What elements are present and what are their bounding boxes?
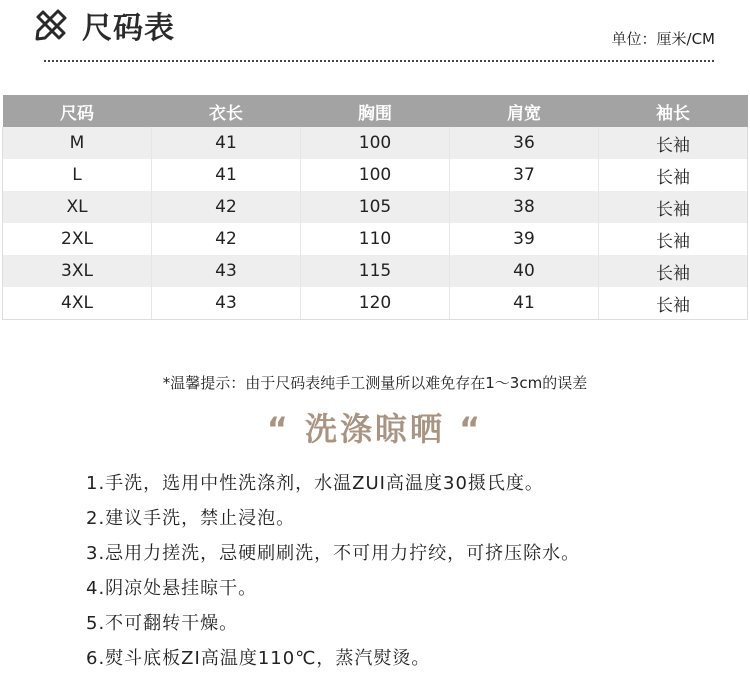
- table-cell: 43: [152, 287, 301, 320]
- table-cell: 42: [152, 223, 301, 255]
- table-cell: 长袖: [599, 255, 748, 287]
- table-cell: 2XL: [3, 223, 152, 255]
- table-cell: M: [3, 127, 152, 159]
- table-cell: 37: [450, 159, 599, 191]
- table-row: [3, 223, 748, 255]
- list-item: 1.手洗，选用中性洗涤剂，水温ZUI高温度30摄氏度。: [86, 473, 544, 494]
- column-header: 袖长: [599, 95, 748, 127]
- table-row: [3, 255, 748, 287]
- table-row: [3, 287, 748, 320]
- table-cell: 41: [450, 287, 599, 320]
- table-cell: 43: [152, 255, 301, 287]
- dotted-divider: [44, 60, 714, 62]
- table-header-row: [3, 95, 748, 127]
- table-cell: 长袖: [599, 127, 748, 159]
- list-item: 5.不可翻转干燥。: [86, 613, 239, 634]
- table-cell: XL: [3, 191, 152, 223]
- list-item: 3.忌用力搓洗，忌硬刷刷洗，不可用力拧绞，可挤压除水。: [86, 543, 581, 564]
- list-item: 6.熨斗底板ZI高温度110℃，蒸汽熨烫。: [86, 648, 431, 669]
- table-cell: 4XL: [3, 287, 152, 320]
- table-cell: L: [3, 159, 152, 191]
- pencil-ruler-icon: [34, 8, 68, 42]
- table-cell: 110: [301, 223, 450, 255]
- care-instructions: [86, 470, 580, 680]
- table-cell: 38: [450, 191, 599, 223]
- table-row: [3, 191, 748, 223]
- table-cell: 105: [301, 191, 450, 223]
- column-header: 衣长: [152, 95, 301, 127]
- column-header: 肩宽: [450, 95, 599, 127]
- table-cell: 39: [450, 223, 599, 255]
- column-header: 尺码: [3, 95, 152, 127]
- list-item: 2.建议手洗，禁止浸泡。: [86, 508, 296, 529]
- table-cell: 3XL: [3, 255, 152, 287]
- table-cell: 长袖: [599, 223, 748, 255]
- table-cell: 41: [152, 159, 301, 191]
- table-cell: 42: [152, 191, 301, 223]
- table-row: [3, 159, 748, 191]
- table-cell: 115: [301, 255, 450, 287]
- table-cell: 100: [301, 127, 450, 159]
- table-cell: 长袖: [599, 287, 748, 320]
- header: [0, 0, 750, 80]
- table-cell: 长袖: [599, 159, 748, 191]
- page-title: 尺码表: [82, 11, 175, 46]
- table-cell: 41: [152, 127, 301, 159]
- table-cell: 40: [450, 255, 599, 287]
- care-heading: “ 洗涤晾晒 “: [266, 410, 484, 448]
- table-cell: 36: [450, 127, 599, 159]
- unit-label: 单位：厘米/CM: [611, 30, 715, 48]
- table-cell: 120: [301, 287, 450, 320]
- table-row: [3, 127, 748, 159]
- table-cell: 长袖: [599, 191, 748, 223]
- column-header: 胸围: [301, 95, 450, 127]
- size-table: [2, 95, 748, 320]
- table-cell: 100: [301, 159, 450, 191]
- list-item: 4.阴凉处悬挂晾干。: [86, 578, 258, 599]
- measurement-note: *温馨提示：由于尺码表纯手工测量所以难免存在1～3cm的误差: [162, 374, 588, 392]
